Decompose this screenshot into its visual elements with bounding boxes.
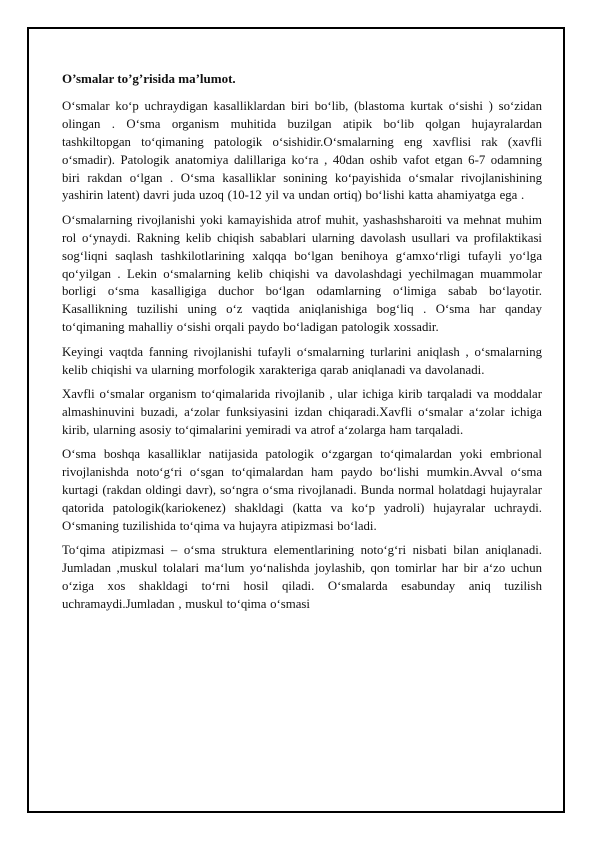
paragraph-2: O‘smalarning rivojlanishi yoki kamayishida atrof muhit, yashashsharoiti va mehnat muhim rol o‘ynaydi. Rakning kelib chiqish sabablari ularning davolash usullari va profilaktikasi sog‘liqni saqlash tashkilotlarining xalqqa bo‘lgan benihoya g‘amxo‘rligi tufayli yo‘lga qo‘yilgan . Lekin o‘smalarning kelib chiqishi va davolashdagi yechilmagan muammolar borligi o‘sma kasalligiga duchor bo‘lgan odamlarning o‘limiga sabab bo‘layotir. Kasallikning tuzilishi uning o‘z vaqtida aniqlanishiga bog‘liq . O‘sma har qanday to‘qimaning mahalliy o‘sishi orqali paydo bo‘ladigan patologik xossadir. bbox=[62, 212, 542, 335]
paragraph-1: O‘smalar ko‘p uchraydigan kasalliklardan biri bo‘lib, (blastoma kurtak o‘sishi ) so‘zidan olingan . O‘sma organism muhitida buzilgan atipik bo‘lib qolgan hujayralardan tashkiltopgan to‘qimaning patologik o‘sishidir.O‘smalarning eng xavflisi rak (xavfli o‘smadir). Patologik anatomiya dalillariga ko‘ra , 40dan oshib vafot etgan 6-7 odamning biri rakdan o‘lgan . O‘sma kasalliklar sonining ko‘payishida o‘smalar rivojlanishining yashirin latent) davri juda uzoq (10-12 yil va undan ortiq) bo‘lishi katta ahamiyatga ega . bbox=[62, 98, 542, 203]
paragraph-3: Keyingi vaqtda fanning rivojlanishi tufayli o‘smalarning turlarini aniqlash , o‘smalarning kelib chiqishi va ularning morfologik xarakteriga qarab aniqlanadi va davolanadi. bbox=[62, 344, 542, 377]
paragraph-5: O‘sma boshqa kasalliklar natijasida patologik o‘zgargan to‘qimalardan yoki embrional rivojlanishda noto‘g‘ri o‘sgan to‘qimalardan ham paydo bo‘lishi mumkin.Avval o‘sma kurtagi (rakdan oldingi davr), so‘ngra o‘sma rivojlanadi. Bunda normal holatdagi hujayralar qatorida patologik(kariokenez) shakldagi (katta va ko‘p yadroli) hujayralar uchraydi. O‘smaning tuzilishida to‘qima va hujayra atipizmasi bo‘ladi. bbox=[62, 447, 542, 533]
document-title: O’smalar to’g’risida ma’lumot. bbox=[62, 71, 236, 86]
paragraph-6: To‘qima atipizmasi – o‘sma struktura elementlarining noto‘g‘ri nisbati bilan aniqlanadi. Jumladan ,muskul tolalari ma‘lum yo‘nalishda joylashib, qon tomirlar har bir a‘zo uchun o‘ziga xos shakldagi to‘rni hosil qiladi. O‘smalarda esabunday aniq tuzilish uchramaydi.Jumladan , muskul to‘qima o‘smasi bbox=[62, 543, 542, 611]
paragraph-4: Xavfli o‘smalar organism to‘qimalarida rivojlanib , ular ichiga kirib tarqaladi va moddalar almashinuvini buzadi, a‘zolar funksiyasini izdan chiqaradi.Xavfli o‘smalar a‘zolar ichiga kirib, ularning asosiy to‘qimalarini yemiradi va atrof a‘zolarga ham tarqaladi. bbox=[62, 387, 542, 437]
document-body bbox=[62, 70, 542, 620]
